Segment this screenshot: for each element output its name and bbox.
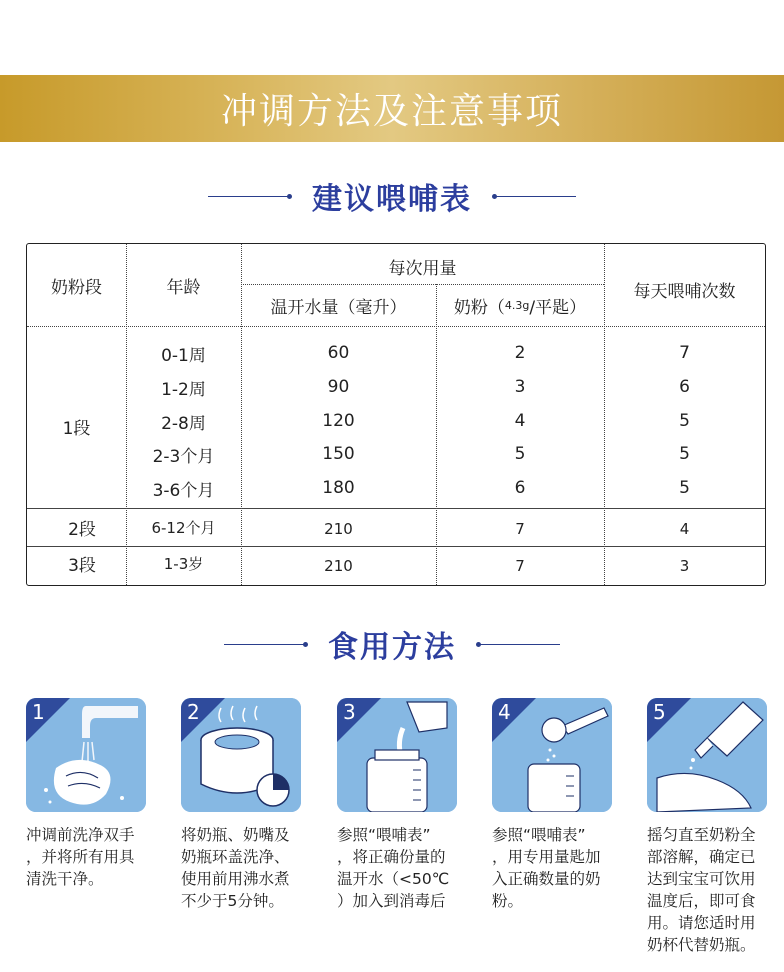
step-2 [181,698,301,912]
heading-divider-right [478,644,560,645]
table-cell-daily: 6 [679,377,690,397]
step-number: 1 [32,700,45,724]
table-cell-daily: 5 [679,444,690,464]
header-stage: 奶粉段 [51,277,102,298]
step-4-illustration [492,698,612,812]
header-banner [0,75,784,142]
table-cell-daily: 7 [679,343,690,363]
table-cell-powder: 6 [514,478,526,498]
step-3 [337,698,457,912]
heading-divider-right [494,196,576,197]
step-5-illustration [647,698,767,812]
table-cell-age: 2-3个月 [152,446,215,467]
table-cell-water: 150 [322,444,355,464]
step-number: 5 [653,700,666,724]
table-cell-age: 3-6个月 [152,480,215,501]
table-cell-age: 1-3岁 [163,554,204,573]
step-5 [647,698,767,956]
header-powder [436,284,604,326]
step-3-text: 参照“喂哺表” ，将正确份量的 温开水（<50℃ ）加入到消毒后 [337,826,450,910]
step-4 [492,698,612,912]
step-1-text: 冲调前洗净双手 ，并将所有用具 清洗干净。 [26,826,135,888]
step-1-illustration [26,698,146,812]
section-title-usage: 食用方法 [328,630,456,665]
header-daily-feedings: 每天喂哺次数 [633,281,736,302]
table-cell-water: 180 [322,478,355,498]
step-number: 2 [187,700,200,724]
table-cell-age: 0-1周 [161,345,206,366]
section-heading-feeding-table [0,176,784,216]
table-cell-daily: 5 [679,478,690,498]
stage1-label: 1段 [62,418,91,439]
header-age: 年龄 [166,277,201,298]
table-cell-age: 2-8周 [161,413,206,434]
step-1 [26,698,146,890]
banner-title: 冲调方法及注意事项 [220,91,563,132]
table-cell-water: 210 [324,557,353,575]
step-2-illustration [181,698,301,812]
header-powder-prefix: 奶粉（ [453,297,505,318]
heading-divider-left [224,644,306,645]
table-cell-water: 120 [322,411,355,431]
section-heading-usage [0,624,784,664]
step-4-text: 参照“喂哺表” ，用专用量匙加 入正确数量的奶 粉。 [492,826,601,910]
table-cell-powder: 7 [515,557,525,575]
table-cell-water: 90 [327,377,350,397]
table-cell-powder: 2 [514,343,526,363]
section-title-feeding-table: 建议喂哺表 [312,182,472,217]
step-3-illustration [337,698,457,812]
heading-divider-left [208,196,290,197]
header-water: 温开水量（毫升） [270,297,407,318]
step-number: 3 [343,700,356,724]
stage2-label: 2段 [68,519,96,540]
table-cell-age: 1-2周 [161,379,206,400]
header-powder-suffix: /平匙） [529,297,587,318]
table-cell-daily: 3 [679,557,690,575]
feeding-table [26,243,766,586]
table-cell-age: 6-12个月 [151,518,216,537]
stage3-label: 3段 [68,555,96,576]
table-cell-powder: 5 [514,444,526,464]
header-per-use: 每次用量 [388,258,457,279]
table-cell-water: 210 [324,520,353,538]
table-cell-water: 60 [327,343,350,363]
step-number: 4 [498,700,511,724]
step-2-text: 将奶瓶、奶嘴及 奶瓶环盖洗净、 使用前用沸水煮 不少于5分钟。 [181,826,290,910]
table-cell-powder: 4 [514,411,526,431]
table-cell-daily: 4 [679,520,690,538]
header-powder-unit: 4.3g [504,298,530,312]
step-5-text: 摇匀直至奶粉全 部溶解，确定已 达到宝宝可饮用 温度后，即可食 用。请您适时用 奶杯代替奶瓶。 [647,826,756,954]
table-cell-daily: 5 [679,411,690,431]
table-cell-powder: 7 [515,520,525,538]
table-cell-powder: 3 [514,377,526,397]
